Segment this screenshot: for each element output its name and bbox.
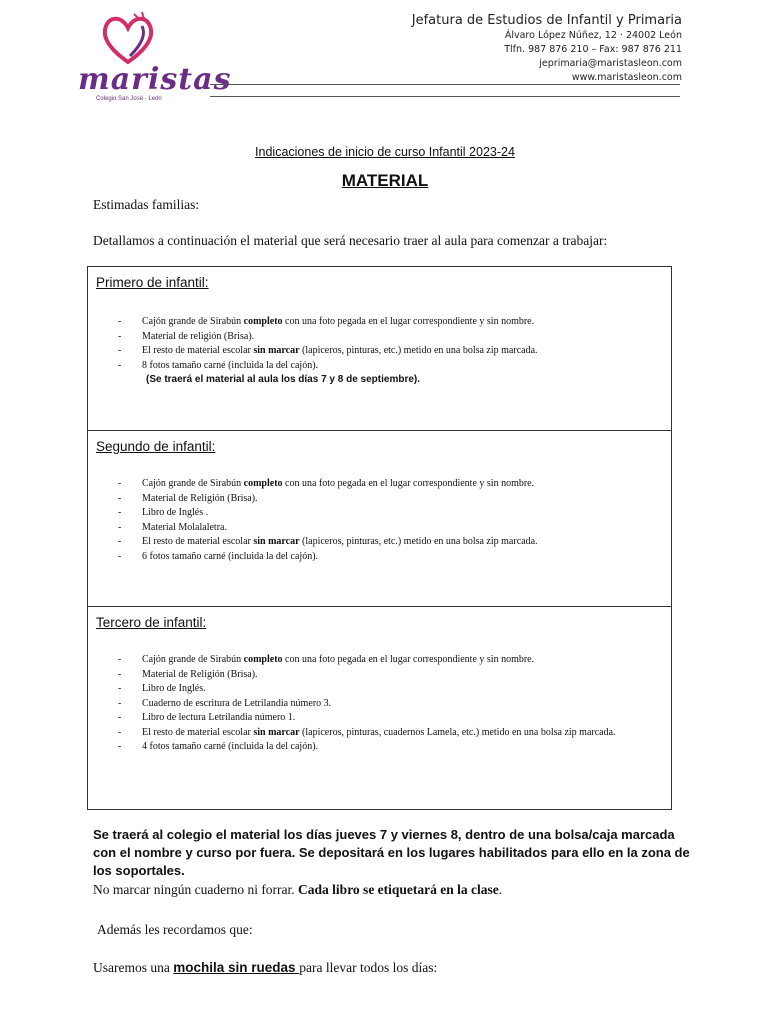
closing-line-2: Además les recordamos que: — [97, 922, 253, 937]
header-address: Álvaro López Núñez, 12 · 24002 León — [504, 30, 682, 41]
document-title: Indicaciones de inicio de curso Infantil 2023-24 — [255, 145, 515, 159]
logo-subtitle: Colegio San José · León — [96, 96, 162, 102]
list-item: - Material de Religión (Brisa). — [88, 668, 671, 683]
header-divider-lower — [210, 96, 680, 97]
greeting: Estimadas familias: — [93, 197, 200, 212]
material-list — [88, 653, 671, 755]
section-box-tercero — [87, 606, 672, 810]
header-phone: Tlfn. 987 876 210 – Fax: 987 876 211 — [504, 44, 682, 55]
header-title: Jefatura de Estudios de Infantil y Primaria — [411, 13, 682, 28]
list-item: - El resto de material escolar sin marcar (lapiceros, pinturas, etc.) metido en una bolsa zip marcada. — [88, 344, 671, 359]
list-item: - Material Molalaletra. — [88, 521, 671, 536]
closing-line-1: No marcar ningún cuaderno ni forrar. Cada libro se etiquetará en la clase. — [93, 882, 503, 897]
list-item: - 6 fotos tamaño carné (incluida la del cajón). — [88, 550, 671, 565]
section-note: (Se traerá el material al aula los días 7 y 8 de septiembre). — [146, 374, 421, 385]
list-item: - 8 fotos tamaño carné (incluida la del cajón). — [88, 359, 671, 374]
list-item: - Cuaderno de escritura de Letrilandia número 3. — [88, 697, 671, 712]
section-box-primero — [87, 266, 672, 430]
list-item: - 4 fotos tamaño carné (incluida la del cajón). — [88, 740, 671, 755]
list-item: - Material de Religión (Brisa). — [88, 492, 671, 507]
list-item: - Libro de Inglés. — [88, 682, 671, 697]
intro-paragraph: Detallamos a continuación el material que será necesario traer al aula para comenzar a trabajar: — [93, 233, 608, 248]
list-item: - Libro de lectura Letrilandia número 1. — [88, 711, 671, 726]
header-divider — [210, 84, 680, 85]
header-email-link[interactable]: jeprimaria@maristasleon.com — [539, 58, 682, 69]
section-title: Segundo de infantil: — [96, 439, 216, 454]
list-item: - Libro de Inglés . — [88, 506, 671, 521]
heart-logo-icon — [98, 10, 158, 65]
list-item: - El resto de material escolar sin marcar (lapiceros, pinturas, cuadernos Lamela, etc.) metido en una bolsa zip marcada. — [88, 726, 671, 741]
list-item: - Cajón grande de Sirabún completo con una foto pegada en el lugar correspondiente y sin nombre. — [88, 315, 671, 330]
school-logo — [78, 10, 232, 102]
material-list — [88, 315, 671, 387]
section-box-segundo — [87, 430, 672, 606]
list-item: - Material de religión (Brisa). — [88, 330, 671, 345]
material-list — [88, 477, 671, 564]
closing-line-3: Usaremos una mochila sin ruedas para llevar todos los días: — [93, 960, 438, 975]
document-heading: MATERIAL — [341, 171, 429, 190]
list-item: - El resto de material escolar sin marcar (lapiceros, pinturas, etc.) metido en una bolsa zip marcada. — [88, 535, 671, 550]
header-web-link[interactable]: www.maristasleon.com — [571, 72, 682, 83]
section-title: Tercero de infantil: — [96, 615, 207, 630]
header-contact — [412, 12, 682, 85]
section-title: Primero de infantil: — [96, 275, 209, 290]
list-item: - Cajón grande de Sirabún completo con una foto pegada en el lugar correspondiente y sin nombre. — [88, 653, 671, 668]
logo-wordmark: maristas — [78, 62, 232, 97]
list-item: - Cajón grande de Sirabún completo con una foto pegada en el lugar correspondiente y sin nombre. — [88, 477, 671, 492]
delivery-notice: Se traerá al colegio el material los días jueves 7 y viernes 8, dentro de una bolsa/caja marcada con el nombre y curso por fuera. Se depositará en los lugares habilitados para ello en la zona de los soportales. — [93, 827, 690, 878]
